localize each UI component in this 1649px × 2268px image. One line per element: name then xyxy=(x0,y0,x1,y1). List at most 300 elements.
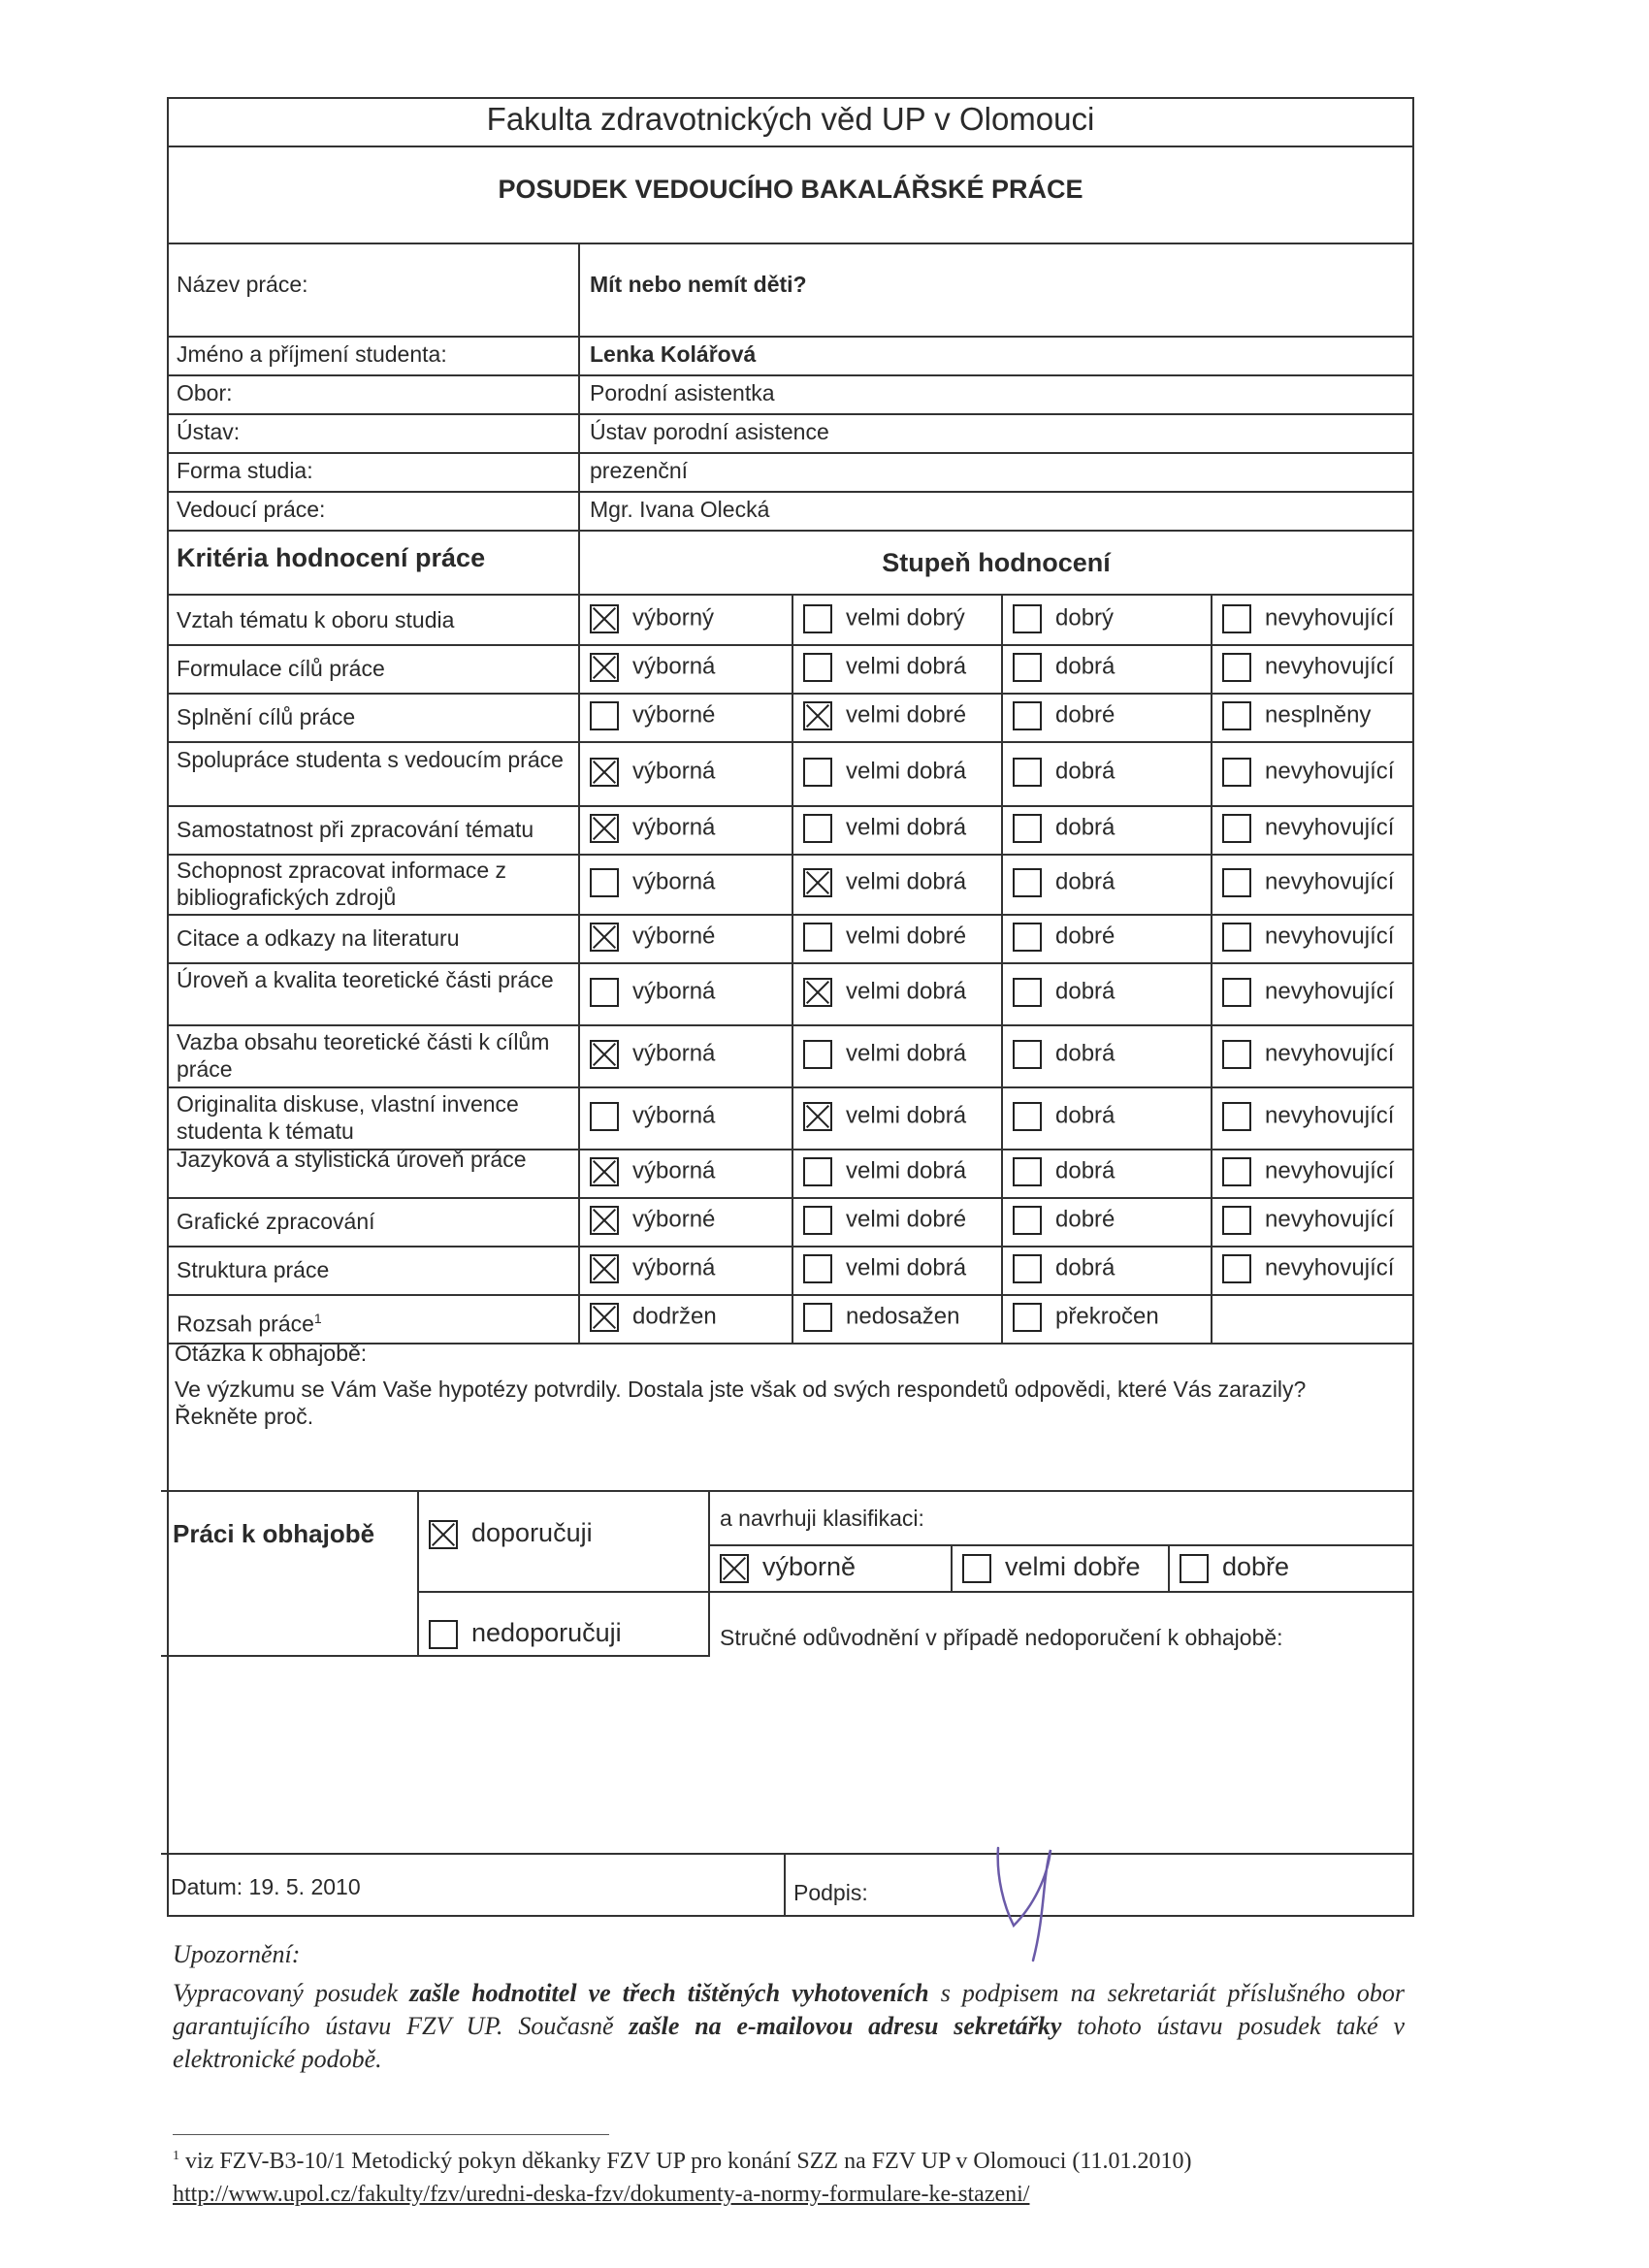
criteria-col-line xyxy=(1211,1294,1212,1343)
classification-checkbox[interactable] xyxy=(962,1554,991,1583)
grade-option-label: velmi dobré xyxy=(846,1206,967,1233)
grade-option[interactable] xyxy=(1013,1254,1115,1283)
criteria-col-line xyxy=(1001,644,1003,693)
criteria-col-line xyxy=(578,1246,580,1294)
grade-option[interactable] xyxy=(1222,1254,1394,1283)
criteria-col-line xyxy=(1211,1086,1212,1149)
grade-option-label: velmi dobrá xyxy=(846,814,967,841)
grade-option-label: výborná xyxy=(632,1040,716,1067)
grade-option-label: velmi dobrá xyxy=(846,1157,967,1184)
info-value-0: Mít nebo nemít děti? xyxy=(590,272,807,297)
criteria-col-line xyxy=(792,1024,793,1086)
grade-option[interactable] xyxy=(803,758,966,787)
question-label: Otázka k obhajobě: xyxy=(175,1341,368,1366)
grade-checkbox[interactable] xyxy=(1222,814,1251,843)
grade-option[interactable] xyxy=(1013,1102,1115,1131)
criteria-col-line xyxy=(792,1246,793,1294)
justification-label: Stručné odůvodnění v případě nedoporučení k obhajobě: xyxy=(720,1625,1283,1650)
grade-checkbox[interactable] xyxy=(1222,868,1251,897)
grade-checkbox[interactable] xyxy=(1013,604,1042,633)
criteria-row xyxy=(167,1246,1414,1294)
grade-checkbox[interactable] xyxy=(1013,868,1042,897)
grade-option[interactable] xyxy=(803,1303,959,1332)
grade-checkbox[interactable] xyxy=(590,1102,619,1131)
grade-option[interactable] xyxy=(803,1040,966,1069)
grade-option-label: výborné xyxy=(632,923,716,950)
signature-label: Podpis: xyxy=(793,1880,868,1905)
grade-option[interactable] xyxy=(590,1254,715,1283)
date-value: 19. 5. 2010 xyxy=(248,1874,361,1899)
grade-checkbox[interactable] xyxy=(803,758,832,787)
criteria-col-line xyxy=(1001,741,1003,805)
grade-option[interactable] xyxy=(803,1157,966,1186)
recommend-label: doporučuji xyxy=(471,1518,593,1547)
grade-option[interactable] xyxy=(803,814,966,843)
grade-option-label: dobré xyxy=(1055,701,1116,729)
grade-checkbox[interactable] xyxy=(803,814,832,843)
criteria-row xyxy=(167,854,1414,914)
criteria-col-line xyxy=(792,596,793,644)
criteria-col-line xyxy=(792,914,793,962)
criteria-col-line xyxy=(792,805,793,854)
grade-option-label: velmi dobrý xyxy=(846,604,965,632)
criteria-label xyxy=(177,1256,574,1283)
notice-text xyxy=(173,1977,1405,2076)
criteria-label-text: Schopnost zpracovat informace z bibliografických zdrojů xyxy=(177,858,507,910)
grade-option[interactable] xyxy=(803,1102,966,1131)
grade-option-label: dobré xyxy=(1055,1206,1116,1233)
grade-checkbox[interactable] xyxy=(1222,923,1251,952)
grade-checkbox[interactable] xyxy=(590,758,619,787)
grade-option[interactable] xyxy=(590,701,715,730)
grade-checkbox[interactable] xyxy=(803,1157,832,1186)
criteria-col-line xyxy=(792,1149,793,1197)
footnote-link[interactable]: http://www.upol.cz/fakulty/fzv/uredni-deska-fzv/dokumenty-a-normy-formulare-ke-stazeni/ xyxy=(173,2182,1030,2207)
criteria-col-line xyxy=(578,805,580,854)
grade-option-label: výborná xyxy=(632,978,716,1005)
grade-option-label: nevyhovující xyxy=(1265,868,1395,895)
grade-option[interactable] xyxy=(590,1206,715,1235)
grade-option[interactable] xyxy=(590,1157,715,1186)
grade-option[interactable] xyxy=(1222,653,1394,682)
classification-option-label: velmi dobře xyxy=(1005,1552,1141,1581)
criteria-col-line xyxy=(1001,1197,1003,1246)
criteria-label-text: Jazyková a stylistická úroveň práce xyxy=(177,1147,527,1172)
criteria-col-line xyxy=(1001,914,1003,962)
grade-option[interactable] xyxy=(1222,1102,1394,1131)
grade-checkbox[interactable] xyxy=(590,923,619,952)
criteria-row xyxy=(167,1086,1414,1149)
grade-option-label: výborná xyxy=(632,868,716,895)
classification-option[interactable] xyxy=(962,1552,1141,1583)
grade-checkbox[interactable] xyxy=(590,978,619,1007)
grade-option-label: výborné xyxy=(632,1206,716,1233)
grade-option[interactable] xyxy=(803,604,965,633)
grade-option-label: dodržen xyxy=(632,1303,717,1330)
info-row-line xyxy=(167,530,1414,532)
grade-option[interactable] xyxy=(803,978,966,1007)
grade-checkbox[interactable] xyxy=(590,1040,619,1069)
criteria-label xyxy=(177,1208,574,1235)
criteria-col-line xyxy=(1001,854,1003,914)
criteria-row xyxy=(167,1024,1414,1086)
date-label: Datum: xyxy=(171,1874,243,1899)
criteria-col-line xyxy=(792,741,793,805)
info-value-5: Mgr. Ivana Olecká xyxy=(590,497,770,522)
grade-checkbox[interactable] xyxy=(803,653,832,682)
criteria-col-line xyxy=(1001,1086,1003,1149)
grade-checkbox[interactable] xyxy=(1013,758,1042,787)
grade-checkbox[interactable] xyxy=(1013,1206,1042,1235)
criteria-col-line xyxy=(578,854,580,914)
info-column-divider xyxy=(578,244,580,596)
criteria-col-line xyxy=(1211,805,1212,854)
not-recommend-label: nedoporučuji xyxy=(471,1618,622,1647)
grade-option[interactable] xyxy=(590,1040,715,1069)
grade-option-label: výborná xyxy=(632,653,716,680)
signature-mark xyxy=(975,1838,1082,1964)
grade-option[interactable] xyxy=(1013,978,1115,1007)
classification-checkbox[interactable] xyxy=(720,1554,749,1583)
grade-option-label: dobrý xyxy=(1055,604,1115,632)
grade-option[interactable] xyxy=(803,1254,966,1283)
grade-option[interactable] xyxy=(1222,604,1394,633)
grade-option[interactable] xyxy=(1013,1040,1115,1069)
info-label-3: Ústav: xyxy=(177,419,241,444)
criteria-label xyxy=(177,606,574,633)
criteria-label xyxy=(177,655,574,682)
criteria-row xyxy=(167,1197,1414,1246)
criteria-label-text: Vazba obsahu teoretické části k cílům práce xyxy=(177,1029,550,1082)
grade-option-label: výborná xyxy=(632,758,716,785)
grade-checkbox[interactable] xyxy=(1013,1157,1042,1186)
criteria-col-line xyxy=(792,693,793,741)
grade-option[interactable] xyxy=(803,868,966,897)
grade-option-label: nevyhovující xyxy=(1265,1102,1395,1129)
grade-checkbox[interactable] xyxy=(590,868,619,897)
grade-option-label: výborná xyxy=(632,1102,716,1129)
criteria-col-line xyxy=(578,1024,580,1086)
grade-option[interactable] xyxy=(590,604,714,633)
grade-checkbox[interactable] xyxy=(1013,701,1042,730)
criteria-label-text: Originalita diskuse, vlastní invence studenta k tématu xyxy=(177,1091,519,1144)
criteria-label xyxy=(177,816,574,843)
info-row-line xyxy=(167,452,1414,454)
grade-option[interactable] xyxy=(1222,1157,1394,1186)
grade-option[interactable] xyxy=(1013,923,1115,952)
criteria-row xyxy=(167,1149,1414,1197)
grade-option[interactable] xyxy=(1222,1206,1394,1235)
info-label-5: Vedoucí práce: xyxy=(177,497,326,522)
grade-option[interactable] xyxy=(803,1206,966,1235)
info-label-4: Forma studia: xyxy=(177,458,313,483)
grade-option-label: výborná xyxy=(632,814,716,841)
criteria-row xyxy=(167,1294,1414,1343)
grade-option-label: dobrá xyxy=(1055,868,1116,895)
grade-option-label: dobrá xyxy=(1055,1102,1116,1129)
grade-option[interactable] xyxy=(1013,1206,1115,1235)
grade-option[interactable] xyxy=(1013,701,1115,730)
grade-option-label: velmi dobrá xyxy=(846,868,967,895)
grade-option[interactable] xyxy=(590,1102,715,1131)
grade-option-label: výborná xyxy=(632,1254,716,1281)
grade-checkbox[interactable] xyxy=(590,701,619,730)
grade-checkbox[interactable] xyxy=(590,1206,619,1235)
grade-option[interactable] xyxy=(1013,814,1115,843)
grade-option[interactable] xyxy=(590,653,715,682)
grade-option[interactable] xyxy=(1222,1040,1394,1069)
grade-checkbox[interactable] xyxy=(803,1040,832,1069)
criteria-col-line xyxy=(1001,1294,1003,1343)
criteria-col-line xyxy=(578,914,580,962)
criteria-col-line xyxy=(1211,596,1212,644)
grade-checkbox[interactable] xyxy=(1013,1303,1042,1332)
grade-checkbox[interactable] xyxy=(1013,1102,1042,1131)
document-title: POSUDEK VEDOUCÍHO BAKALÁŘSKÉ PRÁCE xyxy=(498,175,1083,204)
notice-bold-2: zašle na e-mailovou adresu sekretářky xyxy=(629,2012,1062,2040)
notice-title: Upozornění: xyxy=(173,1940,301,1968)
grade-option[interactable] xyxy=(803,701,966,730)
criteria-col-line xyxy=(1211,1024,1212,1086)
classification-option-label: výborně xyxy=(762,1552,857,1581)
grade-option[interactable] xyxy=(1222,814,1394,843)
grade-option[interactable] xyxy=(1013,1157,1115,1186)
grade-option-label: dobrá xyxy=(1055,1157,1116,1184)
grade-checkbox[interactable] xyxy=(1013,1254,1042,1283)
grade-checkbox[interactable] xyxy=(803,868,832,897)
criteria-col-line xyxy=(1211,1246,1212,1294)
criteria-col-line xyxy=(1001,805,1003,854)
criteria-col-line xyxy=(578,1086,580,1149)
grade-option-label: nevyhovující xyxy=(1265,923,1395,950)
criteria-label xyxy=(177,746,574,773)
grade-option[interactable] xyxy=(1013,868,1115,897)
criteria-col-line xyxy=(1211,741,1212,805)
info-row-line xyxy=(167,374,1414,376)
criteria-label xyxy=(177,1146,574,1173)
criteria-col-line xyxy=(792,1086,793,1149)
info-value-2: Porodní asistentka xyxy=(590,380,775,405)
grade-option-label: nevyhovující xyxy=(1265,758,1395,785)
criteria-label xyxy=(177,1305,574,1338)
criteria-label-text: Citace a odkazy na literaturu xyxy=(177,925,460,951)
grade-option-label: nevyhovující xyxy=(1265,814,1395,841)
criteria-col-line xyxy=(792,854,793,914)
grade-option-label: nevyhovující xyxy=(1265,978,1395,1005)
grade-option[interactable] xyxy=(1222,923,1394,952)
criteria-col-line xyxy=(1211,644,1212,693)
criteria-col-line xyxy=(1001,962,1003,1024)
grade-option[interactable] xyxy=(590,758,715,787)
criteria-row xyxy=(167,741,1414,805)
grade-option-label: dobrá xyxy=(1055,1040,1116,1067)
grade-option-label: dobrá xyxy=(1055,1254,1116,1281)
criteria-row xyxy=(167,644,1414,693)
grade-checkbox[interactable] xyxy=(803,1102,832,1131)
info-label-0: Název práce: xyxy=(177,272,308,297)
grade-option-label: nevyhovující xyxy=(1265,653,1395,680)
criteria-col-line xyxy=(1001,693,1003,741)
recommend-option[interactable] xyxy=(429,1518,593,1549)
grade-checkbox[interactable] xyxy=(1013,923,1042,952)
criteria-col-line xyxy=(1211,1149,1212,1197)
grade-checkbox[interactable] xyxy=(1222,604,1251,633)
criteria-col-line xyxy=(1211,1197,1212,1246)
grade-checkbox[interactable] xyxy=(1222,1254,1251,1283)
grade-checkbox[interactable] xyxy=(803,1303,832,1332)
info-row-line xyxy=(167,491,1414,493)
grade-option-label: dobré xyxy=(1055,923,1116,950)
grade-option[interactable] xyxy=(1013,1303,1159,1332)
criteria-label-text: Rozsah práce xyxy=(177,1311,314,1337)
not-recommend-option[interactable] xyxy=(429,1618,622,1649)
grade-option[interactable] xyxy=(590,814,715,843)
criteria-col-line xyxy=(1001,1246,1003,1294)
grade-option-label: nevyhovující xyxy=(1265,1040,1395,1067)
criteria-label xyxy=(177,924,574,952)
grade-option-label: nedosažen xyxy=(846,1303,960,1330)
criteria-label-text: Vztah tématu k oboru studia xyxy=(177,607,455,632)
criteria-col-line xyxy=(578,1294,580,1343)
criteria-col-line xyxy=(1001,1024,1003,1086)
info-row-line xyxy=(167,336,1414,338)
grade-checkbox[interactable] xyxy=(1013,653,1042,682)
criteria-row xyxy=(167,693,1414,741)
grade-option-label: dobrá xyxy=(1055,758,1116,785)
info-value-3: Ústav porodní asistence xyxy=(590,419,829,444)
grade-option[interactable] xyxy=(1222,868,1394,897)
criteria-row xyxy=(167,962,1414,1024)
not-recommend-checkbox[interactable] xyxy=(429,1620,458,1649)
grade-option[interactable] xyxy=(590,978,715,1007)
notice-part-1: Vypracovaný posudek xyxy=(173,1979,410,2007)
criteria-col-line xyxy=(792,644,793,693)
grade-option-label: nevyhovující xyxy=(1265,1206,1395,1233)
info-label-1: Jméno a příjmení studenta: xyxy=(177,341,447,367)
criteria-col-line xyxy=(578,1149,580,1197)
notice-bold-1: zašle hodnotitel ve třech tištěných vyhotoveních xyxy=(409,1979,929,2007)
grade-checkbox[interactable] xyxy=(590,1303,619,1332)
classification-checkbox[interactable] xyxy=(1180,1554,1209,1583)
grade-checkbox[interactable] xyxy=(803,604,832,633)
criteria-header: Kritéria hodnocení práce xyxy=(177,543,486,572)
grade-option-label: nevyhovující xyxy=(1265,604,1395,632)
grade-option[interactable] xyxy=(803,923,966,952)
question-text: Ve výzkumu se Vám Vaše hypotézy potvrdily. Dostala jste však od svých respondetů odpovědi, které Vás zarazily? Řekněte proč. xyxy=(175,1377,1307,1429)
criteria-row xyxy=(167,805,1414,854)
grade-checkbox[interactable] xyxy=(1222,1157,1251,1186)
grade-checkbox[interactable] xyxy=(1013,978,1042,1007)
criteria-label xyxy=(177,1090,574,1145)
criteria-label-text: Splnění cílů práce xyxy=(177,704,356,729)
grade-option[interactable] xyxy=(590,923,715,952)
grade-option[interactable] xyxy=(1222,701,1371,730)
grade-option-label: výborný xyxy=(632,604,715,632)
footnote-mark: 1 xyxy=(173,2149,179,2163)
criteria-label-text: Struktura práce xyxy=(177,1257,330,1282)
criteria-col-line xyxy=(1211,962,1212,1024)
footnote-ref: 1 xyxy=(313,1311,322,1326)
grade-checkbox[interactable] xyxy=(803,1254,832,1283)
criteria-label xyxy=(177,966,574,993)
grade-option[interactable] xyxy=(590,1303,717,1332)
criteria-label xyxy=(177,857,574,911)
grade-option-label: velmi dobrá xyxy=(846,1040,967,1067)
criteria-label-text: Úroveň a kvalita teoretické části práce xyxy=(177,967,554,992)
grade-checkbox[interactable] xyxy=(1222,978,1251,1007)
grade-checkbox[interactable] xyxy=(1222,701,1251,730)
grade-checkbox[interactable] xyxy=(1222,1040,1251,1069)
info-label-2: Obor: xyxy=(177,380,233,405)
grade-checkbox[interactable] xyxy=(1013,1040,1042,1069)
criteria-col-line xyxy=(578,693,580,741)
criteria-label xyxy=(177,1028,574,1083)
grade-option[interactable] xyxy=(1013,653,1115,682)
criteria-col-line xyxy=(578,741,580,805)
faculty-name: Fakulta zdravotnických věd UP v Olomouci xyxy=(486,101,1095,137)
grade-checkbox[interactable] xyxy=(803,978,832,1007)
grade-option-label: výborné xyxy=(632,701,716,729)
criteria-col-line xyxy=(1211,854,1212,914)
footnote-text: viz FZV-B3-10/1 Metodický pokyn děkanky FZV UP pro konání SZZ na FZV UP v Olomouci (11.01.2010) xyxy=(185,2149,1192,2174)
grade-option[interactable] xyxy=(1222,758,1394,787)
grade-option-label: velmi dobré xyxy=(846,701,967,729)
grade-checkbox[interactable] xyxy=(1222,1102,1251,1131)
grade-checkbox[interactable] xyxy=(590,653,619,682)
criteria-label-text: Grafické zpracování xyxy=(177,1209,375,1234)
grade-option-label: velmi dobré xyxy=(846,923,967,950)
criteria-col-line xyxy=(578,644,580,693)
criteria-label xyxy=(177,703,574,730)
criteria-row xyxy=(167,596,1414,644)
classification-option[interactable] xyxy=(720,1552,856,1583)
grade-option[interactable] xyxy=(590,868,715,897)
grade-option[interactable] xyxy=(1013,604,1114,633)
grade-option[interactable] xyxy=(1222,978,1394,1007)
grade-option-label: velmi dobrá xyxy=(846,978,967,1005)
criteria-label-text: Spolupráce studenta s vedoucím práce xyxy=(177,747,564,772)
grade-checkbox[interactable] xyxy=(1222,1206,1251,1235)
grade-checkbox[interactable] xyxy=(803,701,832,730)
notice-part-2: s podpisem na sekretariát příslušného obor garantujícího ústavu FZV UP. Současně xyxy=(173,1979,1405,2040)
grade-option-label: dobrá xyxy=(1055,653,1116,680)
grade-option-label: dobrá xyxy=(1055,814,1116,841)
classification-label: a navrhuji klasifikaci: xyxy=(720,1506,924,1531)
grade-checkbox[interactable] xyxy=(590,604,619,633)
info-value-1: Lenka Kolářová xyxy=(590,341,757,367)
grade-option-label: velmi dobrá xyxy=(846,1102,967,1129)
grade-checkbox[interactable] xyxy=(803,923,832,952)
grade-checkbox[interactable] xyxy=(1222,653,1251,682)
classification-option[interactable] xyxy=(1180,1552,1289,1583)
grade-checkbox[interactable] xyxy=(1222,758,1251,787)
grade-checkbox[interactable] xyxy=(1013,814,1042,843)
grade-checkbox[interactable] xyxy=(590,814,619,843)
grade-option-label: nevyhovující xyxy=(1265,1254,1395,1281)
recommend-checkbox[interactable] xyxy=(429,1520,458,1549)
grade-option[interactable] xyxy=(803,653,966,682)
defense-label: Práci k obhajobě xyxy=(173,1519,375,1548)
grade-checkbox[interactable] xyxy=(590,1254,619,1283)
grade-checkbox[interactable] xyxy=(803,1206,832,1235)
grades-header: Stupeň hodnocení xyxy=(882,548,1111,577)
grade-option-label: nesplněny xyxy=(1265,701,1372,729)
grade-option-label: výborná xyxy=(632,1157,716,1184)
criteria-col-line xyxy=(1001,596,1003,644)
grade-checkbox[interactable] xyxy=(590,1157,619,1186)
criteria-col-line xyxy=(578,962,580,1024)
grade-option[interactable] xyxy=(1013,758,1115,787)
